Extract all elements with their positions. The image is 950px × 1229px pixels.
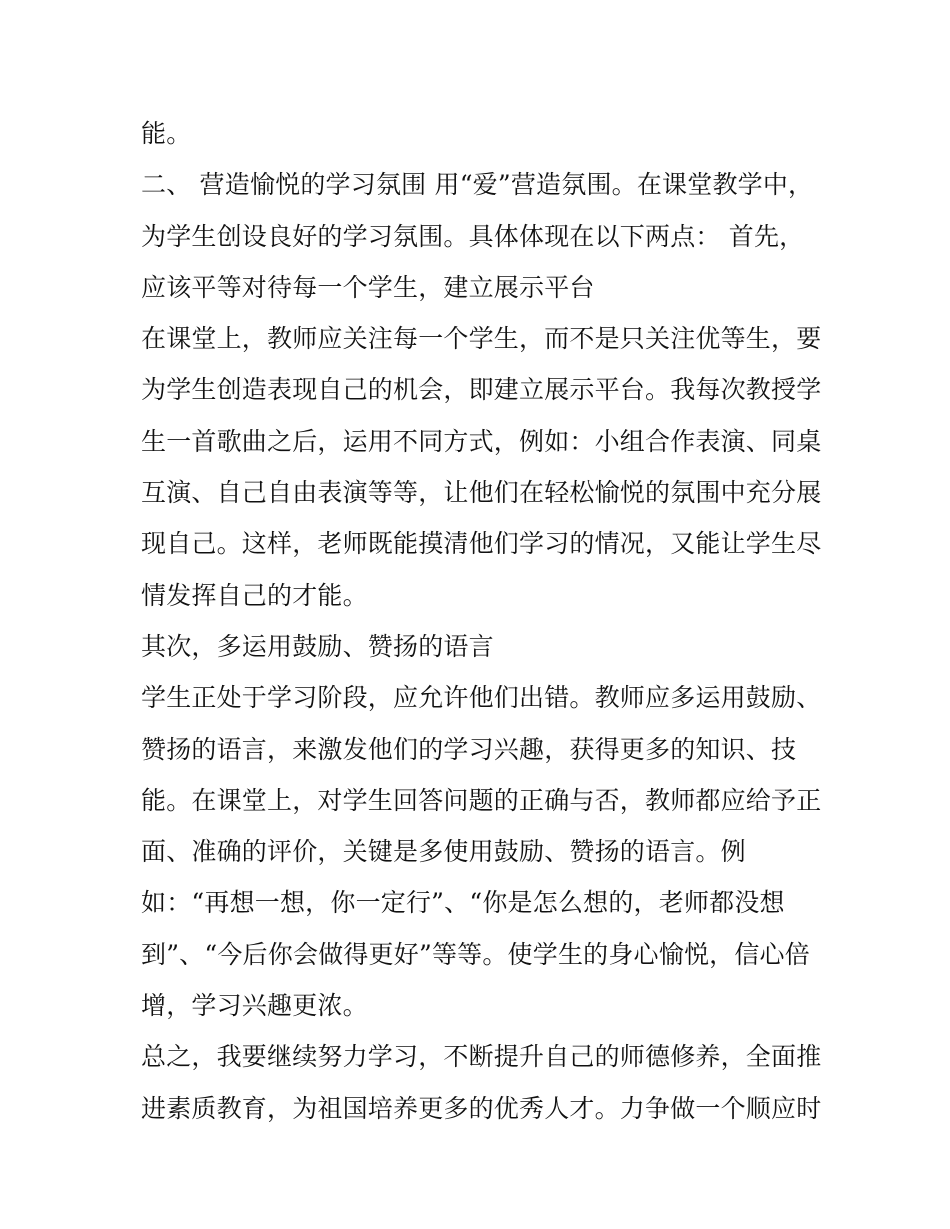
text-line: 总之，我要继续努力学习，不断提升自己的师德修养，全面推 (141, 1042, 821, 1072)
text-line: 其次，多运用鼓励、赞扬的语言 (141, 631, 494, 661)
text-line: 生一首歌曲之后，运用不同方式，例如：小组合作表演、同桌 (141, 426, 821, 456)
text-line: 能。在课堂上，对学生回答问题的正确与否，教师都应给予正 (141, 785, 821, 815)
text-line: 到”、“今后你会做得更好”等等。使学生的身心愉悦，信心倍 (141, 939, 810, 969)
text-line: 在课堂上，教师应关注每一个学生，而不是只关注优等生，要 (141, 324, 821, 354)
text-line: 赞扬的语言，来激发他们的学习兴趣，获得更多的知识、技 (141, 734, 797, 764)
text-line: 为学生创设良好的学习氛围。具体体现在以下两点： 首先， (141, 221, 805, 251)
text-line: 情发挥自己的才能。 (141, 580, 368, 610)
text-line: 二、 营造愉悦的学习氛围 用“爱”营造氛围。在课堂教学中， (141, 170, 814, 200)
text-line: 学生正处于学习阶段，应允许他们出错。教师应多运用鼓励、 (141, 683, 821, 713)
text-line: 现自己。这样，老师既能摸清他们学习的情况，又能让学生尽 (141, 529, 821, 559)
text-line: 增，学习兴趣更浓。 (141, 991, 368, 1021)
text-line: 如：“再想一想，你一定行”、“你是怎么想的，老师都没想 (141, 888, 785, 918)
text-line: 进素质教育，为祖国培养更多的优秀人才。力争做一个顺应时 (141, 1093, 821, 1123)
text-line: 为学生创造表现自己的机会，即建立展示平台。我每次教授学 (141, 375, 821, 405)
body-text (141, 108, 821, 1134)
text-line: 互演、自己自由表演等等，让他们在轻松愉悦的氛围中充分展 (141, 478, 821, 508)
text-line: 面、准确的评价，关键是多使用鼓励、赞扬的语言。例 (141, 837, 746, 867)
text-line: 应该平等对待每一个学生，建立展示平台 (141, 272, 595, 302)
text-line: 能。 (141, 119, 192, 148)
